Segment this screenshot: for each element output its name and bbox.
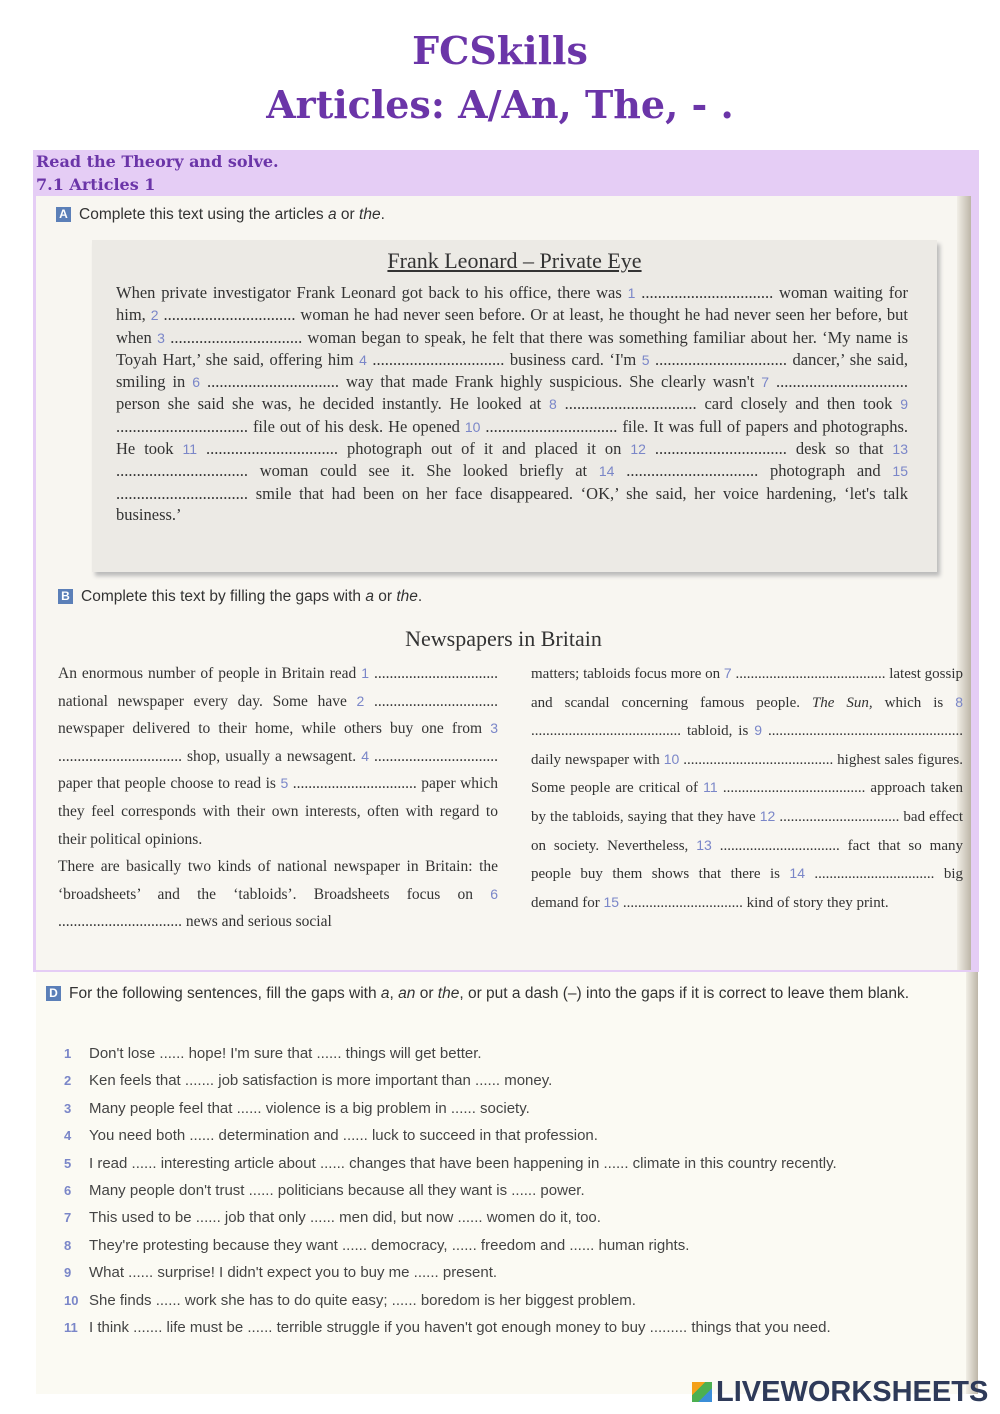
gap-number: 3	[157, 329, 165, 346]
sentence-number: 8	[64, 1237, 72, 1253]
text-segment: For the following sentences, fill the gaps with	[69, 985, 381, 1002]
sentence-number: 10	[64, 1292, 79, 1308]
article-column-left	[58, 660, 498, 936]
text-segment: .................................................... daily newspaper with	[531, 723, 964, 768]
worksheet-title: FCSkills	[412, 28, 588, 73]
sentence-number: 2	[64, 1073, 72, 1089]
sentence-text: Many people feel that ...... violence is a big problem in ...... society.	[89, 1099, 530, 1117]
gap-number: 2	[356, 692, 365, 709]
sentence-item	[64, 1122, 964, 1149]
heading-article-a: a	[327, 206, 337, 223]
text-segment: ................................ big demand for	[531, 866, 963, 911]
gap-number: 7	[761, 374, 770, 391]
text-segment: ................................ dancer,’ she said, smiling in	[116, 349, 908, 392]
section-b-heading	[58, 588, 422, 606]
heading-text: Complete this text by filling the gaps with	[81, 588, 366, 605]
gap-number: 7	[723, 665, 732, 681]
gap-number: 9	[754, 722, 763, 739]
sentence-item	[64, 1259, 964, 1286]
story-title: Frank Leonard – Private Eye	[387, 248, 642, 273]
text-segment: ................................ woman waiting for him,	[116, 283, 908, 325]
gap-number: 5	[641, 351, 650, 368]
gap-number: 4	[361, 747, 369, 764]
text-segment: ................................ smile that had been on her face disappeared. ‘OK,’ she said, her voice hardening, ‘let's talk business.’	[116, 483, 908, 524]
gap-number: 2	[150, 307, 159, 324]
gap-number: 6	[490, 885, 498, 902]
gap-number: 13	[696, 836, 712, 853]
section-a-heading	[56, 206, 385, 224]
heading-article-the: the	[359, 206, 381, 223]
section-a-badge: A	[56, 207, 71, 222]
text-segment: ................................ kind of story they print.	[619, 894, 889, 911]
text-segment: An enormous number of people in Britain read	[58, 665, 362, 682]
gap-number: 8	[955, 693, 964, 710]
sentence-number: 11	[64, 1320, 78, 1336]
text-segment: ................................ woman he had never seen before. Or at least, he thought he had never seen her before, but when	[116, 305, 908, 347]
gap-number: 12	[759, 807, 776, 824]
gap-number: 6	[192, 374, 201, 391]
gap-number: 13	[892, 441, 908, 458]
gap-number: 3	[490, 720, 498, 737]
sentence-list	[64, 1040, 964, 1341]
text-segment: ................................ file. It was full of papers and photographs. He took	[116, 416, 909, 459]
gap-number: 14	[598, 463, 615, 480]
book-page-2	[36, 972, 978, 1394]
gap-number: 4	[359, 351, 367, 368]
italic-text: an	[398, 985, 416, 1002]
story-card	[92, 240, 937, 572]
sentence-text: Ken feels that ....... job satisfaction is more important than ...... money.	[89, 1072, 553, 1090]
text-segment: ........................................ tabloid, is	[531, 723, 755, 740]
sentence-item	[64, 1204, 964, 1231]
text-segment: ................................ photograph and	[614, 461, 893, 481]
sentence-item	[64, 1150, 964, 1177]
sentence-text: I think ....... life must be ...... terrible struggle if you haven't got enough money to buy ......... things that you need.	[89, 1319, 831, 1337]
text-segment: ................................ news and serious social	[58, 913, 332, 931]
gap-number: 14	[789, 865, 805, 882]
gap-number: 12	[630, 441, 646, 458]
article-title: Newspapers in Britain	[405, 626, 602, 651]
sentence-text: What ...... surprise! I didn't expect you to buy me ...... present.	[89, 1264, 498, 1282]
sentence-number: 6	[64, 1183, 72, 1199]
text-segment: ................................ newspaper delivered to their home, while others buy one from	[58, 692, 498, 738]
section-d-badge: D	[46, 986, 61, 1001]
sentence-number: 5	[64, 1155, 72, 1171]
heading-article-a: a	[365, 588, 374, 605]
sentence-number: 4	[64, 1128, 72, 1144]
sentence-item	[64, 1177, 964, 1204]
article-column-right	[531, 660, 963, 917]
heading-article-the: the	[396, 588, 418, 605]
logo-text: LIVEWORKSHEETS	[716, 1376, 989, 1408]
sentence-text: This used to be ...... job that only ...... men did, but now ...... women do it, too.	[89, 1209, 601, 1227]
text-segment: ,	[389, 985, 399, 1002]
book-page-1	[36, 196, 971, 970]
gap-number: 1	[361, 665, 370, 681]
heading-or: or	[373, 588, 397, 605]
text-segment: ................................ shop, usually a newsagent.	[58, 747, 362, 765]
text-segment: ................................ fact that so many people buy them shows that there is	[531, 837, 963, 883]
text-segment: There are basically two kinds of national newspaper in Britain: the ‘broadsheets’ and the ‘tabloids’. Broadsheets focus on	[58, 858, 498, 903]
text-segment: ...................................... approach taken by the tabloids, saying that they have	[531, 780, 963, 825]
worksheet-subtitle: Articles: A/An, The, - .	[266, 82, 734, 127]
sentence-text: They're protesting because they want ...... democracy, ...... freedom and ...... human rights.	[89, 1236, 690, 1254]
sentence-item	[64, 1040, 964, 1067]
text-segment: ........................................ latest gossip and scandal concerning famous people.	[531, 666, 963, 711]
section-b-badge: B	[58, 589, 73, 604]
text-segment: or	[415, 985, 438, 1002]
sentence-item	[64, 1287, 964, 1314]
text-segment: ................................ paper that people choose to read is	[58, 747, 498, 793]
text-segment: ................................ national newspaper every day. Some have	[58, 665, 498, 710]
heading-end: .	[417, 588, 423, 605]
instruction-line: Read the Theory and solve.	[36, 152, 279, 171]
sentence-number: 1	[64, 1046, 72, 1061]
gap-number: 1	[627, 285, 636, 301]
section-label: 7.1 Articles 1	[36, 175, 156, 194]
text-segment: ................................ paper which they feel corresponds with their own interests, often with regard to their political opinions.	[58, 775, 498, 848]
logo-icon	[692, 1382, 712, 1402]
sentence-item	[64, 1067, 964, 1094]
instructions	[36, 150, 279, 196]
sentence-item	[64, 1095, 964, 1122]
sentence-number: 3	[64, 1100, 72, 1116]
sentence-number: 9	[64, 1265, 72, 1281]
heading-end: .	[380, 206, 385, 223]
italic-text: a	[380, 985, 390, 1002]
text-segment: which is	[872, 694, 956, 711]
text-segment: matters; tabloids focus more on	[531, 666, 724, 682]
text-segment: , or put a dash (–) into the gaps if it is correct to leave them blank.	[459, 985, 910, 1002]
text-segment: ................................ person she said she was, he decided instantly. He looked at	[116, 372, 909, 414]
text-segment: ................................ card closely and then took	[556, 394, 901, 414]
gap-number: 10	[464, 418, 481, 435]
heading-or: or	[336, 206, 360, 223]
sentence-text: I read ...... interesting article about ...... changes that have been happening in ...... climate in this country recently.	[89, 1154, 837, 1172]
sentence-item	[64, 1232, 964, 1259]
text-segment: ................................ bad effect on society. Nevertheless,	[531, 808, 963, 854]
heading-text: Complete this text using the articles	[79, 206, 328, 223]
gap-number: 11	[182, 441, 198, 458]
sentence-number: 7	[64, 1210, 72, 1226]
gap-number: 11	[703, 779, 718, 796]
gap-number: 8	[549, 396, 557, 413]
liveworksheets-logo	[692, 1376, 988, 1409]
text-segment: ................................ way that made Frank highly suspicious. She clearly wasn't	[200, 372, 762, 392]
sentence-text: Many people don't trust ...... politicians because all they want is ...... power.	[89, 1182, 585, 1200]
text-segment: ................................ woman could see it. She looked briefly at	[116, 461, 599, 481]
gap-number: 10	[663, 750, 680, 767]
italic-text: The Sun,	[811, 694, 873, 711]
text-segment: ................................ photograph out of it and placed it on	[197, 439, 631, 459]
sentence-text: Don't lose ...... hope! I'm sure that ...... things will get better.	[89, 1045, 482, 1062]
text-segment: ................................ desk so that	[645, 439, 893, 459]
sentence-item	[64, 1314, 964, 1341]
gap-number: 5	[280, 775, 289, 792]
story-text	[116, 282, 908, 525]
gap-number: 9	[900, 396, 908, 413]
italic-text: the	[437, 985, 460, 1002]
section-d-heading	[46, 984, 946, 1003]
text-segment: ........................................ highest sales figures. Some people are critical of	[531, 751, 963, 797]
sentence-text: You need both ...... determination and ...... luck to succeed in that profession.	[89, 1127, 598, 1145]
section-d-instructions	[69, 985, 909, 1002]
sentence-text: She finds ...... work she has to do quite easy; ...... boredom is her biggest problem.	[89, 1291, 636, 1309]
gap-number: 15	[603, 893, 620, 910]
text-segment: ................................ file out of his desk. He opened	[116, 416, 465, 436]
page-edge	[966, 972, 978, 1394]
text-segment: ................................ business card. ‘I'm	[366, 349, 642, 369]
text-segment: When private investigator Frank Leonard got back to his office, there was	[116, 283, 628, 302]
text-segment: ................................ woman began to speak, he felt that there was something familiar about her. ‘My name is Toyah Hart,’ she said, offering him	[116, 327, 908, 369]
gap-number: 15	[892, 463, 908, 480]
